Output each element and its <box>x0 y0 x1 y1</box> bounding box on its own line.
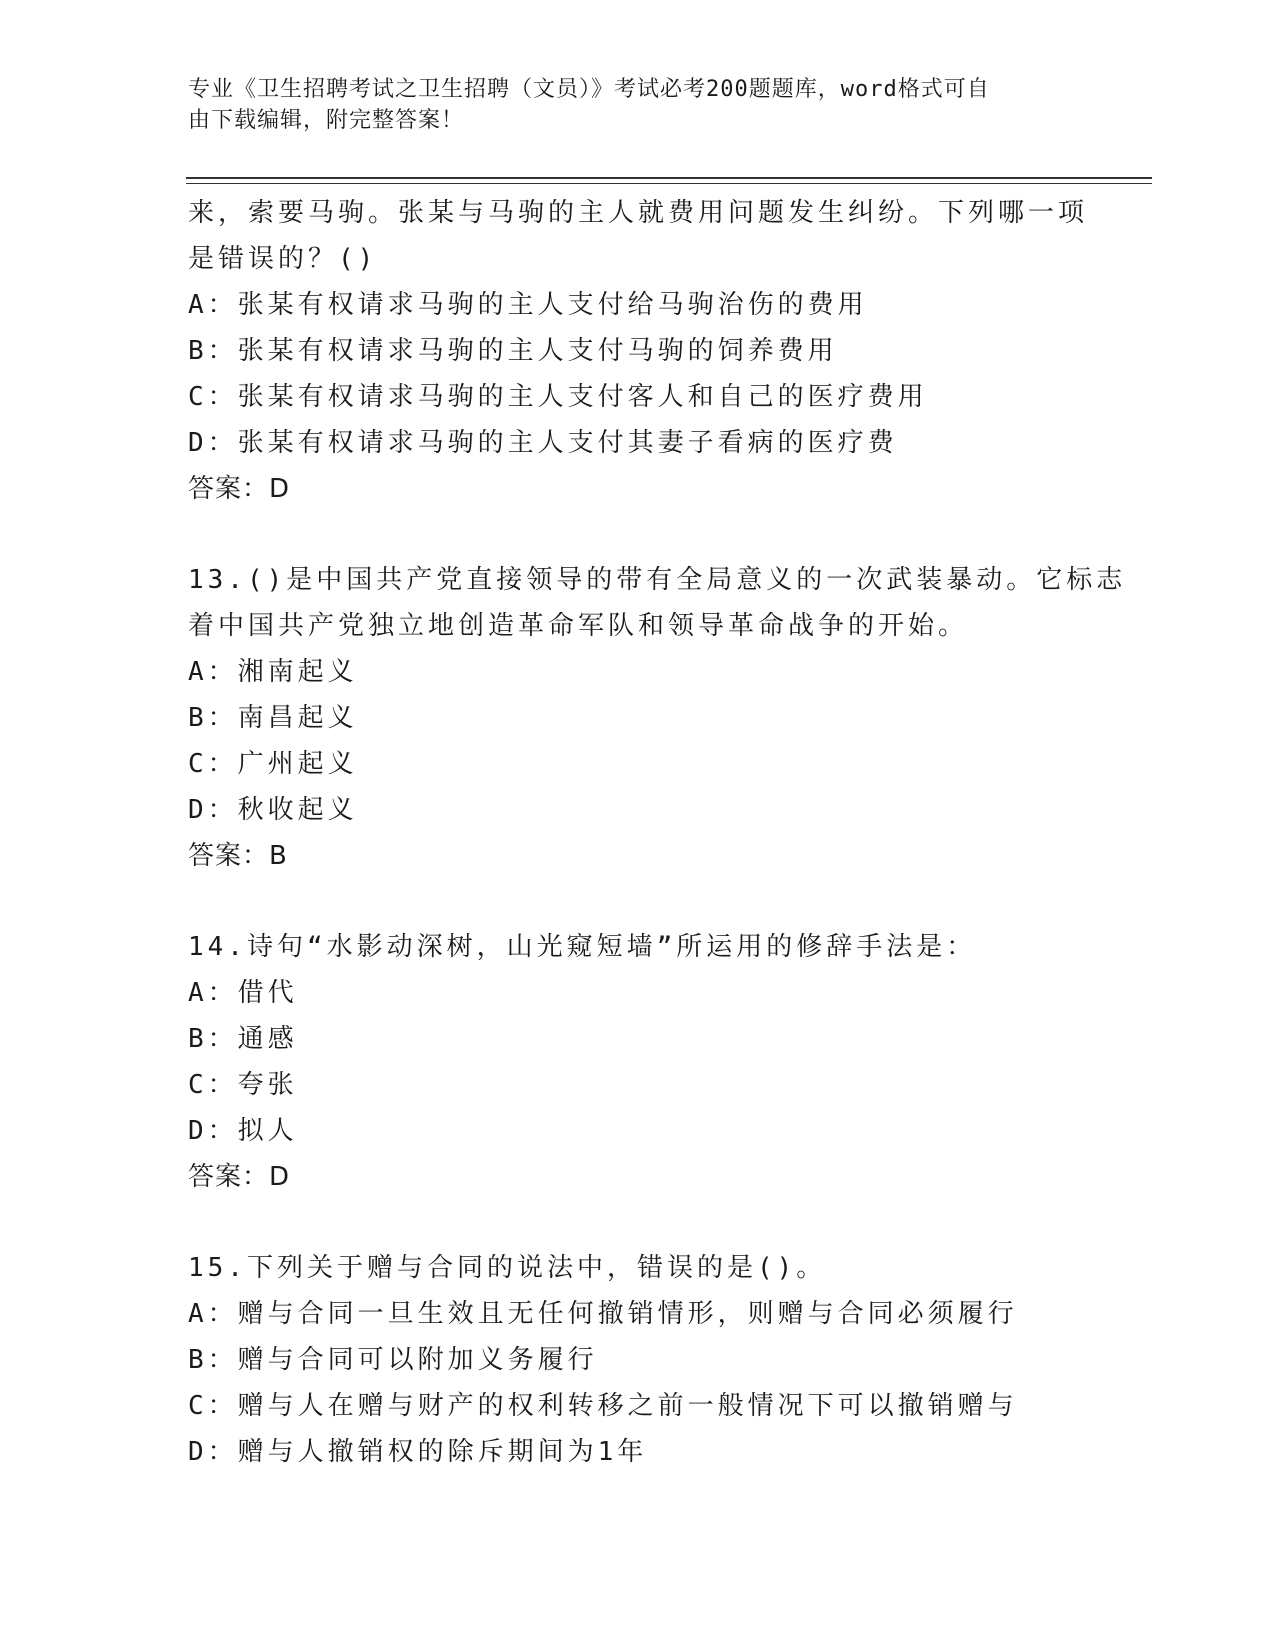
header-line-1: 专业《卫生招聘考试之卫生招聘（文员）》考试必考200题题库，word格式可自 <box>188 77 990 102</box>
answer: 答案：B <box>188 841 288 871</box>
question-list <box>188 190 1127 1475</box>
option-a: A：湘南起义 <box>188 657 358 687</box>
page-header <box>188 74 1068 136</box>
question-stem: 15.下列关于赠与合同的说法中，错误的是()。 <box>188 1253 827 1283</box>
option-b: B：张某有权请求马驹的主人支付马驹的饲养费用 <box>188 336 838 366</box>
option-d: D：拟人 <box>188 1116 298 1146</box>
question-12 <box>188 190 1088 512</box>
option-a: A：张某有权请求马驹的主人支付给马驹治伤的费用 <box>188 290 868 320</box>
question-stem: 14.诗句“水影动深树，山光窥短墙”所运用的修辞手法是： <box>188 932 977 962</box>
header-rule-thick <box>186 177 1152 179</box>
header-rule-thin <box>186 183 1152 184</box>
option-d: D：张某有权请求马驹的主人支付其妻子看病的医疗费 <box>188 428 898 458</box>
question-15 <box>188 1245 1088 1475</box>
answer: 答案：D <box>188 474 291 504</box>
question-stem: 是错误的？() <box>188 244 378 274</box>
option-b: B：通感 <box>188 1024 298 1054</box>
question-14 <box>188 924 1088 1200</box>
option-a: A：借代 <box>188 978 298 1008</box>
header-line-2: 由下载编辑，附完整答案！ <box>188 108 465 133</box>
question-stem: 着中国共产党独立地创造革命军队和领导革命战争的开始。 <box>188 611 969 641</box>
question-stem: 13.()是中国共产党直接领导的带有全局意义的一次武装暴动。它标志 <box>188 565 1127 595</box>
option-c: C：夸张 <box>188 1070 298 1100</box>
option-c: C：张某有权请求马驹的主人支付客人和自己的医疗费用 <box>188 382 928 412</box>
question-13 <box>188 557 1127 879</box>
answer: 答案：D <box>188 1162 291 1192</box>
option-d: D：赠与人撤销权的除斥期间为1年 <box>188 1437 648 1467</box>
option-c: C：赠与人在赠与财产的权利转移之前一般情况下可以撤销赠与 <box>188 1391 1018 1421</box>
option-d: D：秋收起义 <box>188 795 358 825</box>
option-a: A：赠与合同一旦生效且无任何撤销情形，则赠与合同必须履行 <box>188 1299 1018 1329</box>
option-b: B：南昌起义 <box>188 703 358 733</box>
question-stem: 来，索要马驹。张某与马驹的主人就费用问题发生纠纷。下列哪一项 <box>188 198 1089 228</box>
option-c: C：广州起义 <box>188 749 358 779</box>
option-b: B：赠与合同可以附加义务履行 <box>188 1345 598 1375</box>
